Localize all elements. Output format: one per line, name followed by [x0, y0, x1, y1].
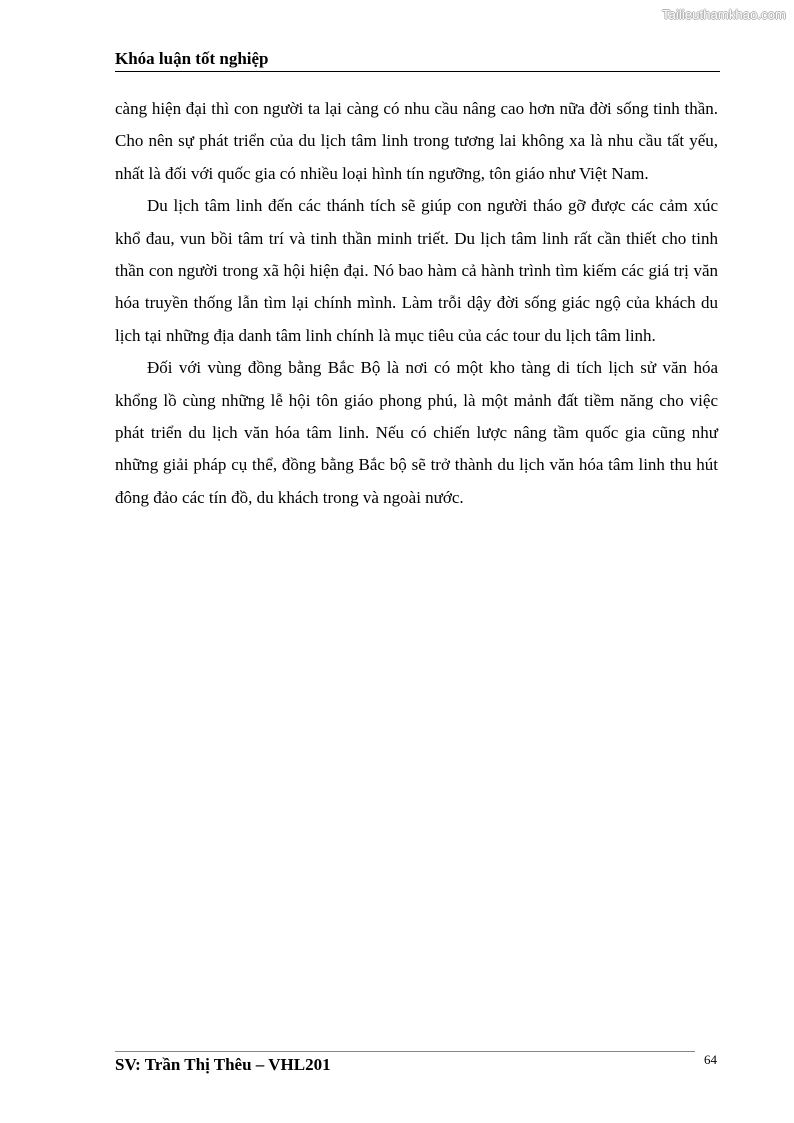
paragraph: Đối với vùng đồng bằng Bắc Bộ là nơi có một kho tàng di tích lịch sử văn hóa khổng lồ cùng những lễ hội tôn giáo phong phú, là một mảnh đất tiềm năng cho việc phát triển du lịch văn hóa tâm linh. Nếu có chiến lược nâng tầm quốc gia cũng như những giải pháp cụ thể, đồng bằng Bắc bộ sẽ trở thành du lịch văn hóa tâm linh thu hút đông đảo các tín đồ, du khách trong và ngoài nước.	[115, 358, 718, 507]
footer-author: SV: Trần Thị Thêu – VHL201	[115, 1055, 331, 1074]
running-header-title: Khóa luận tốt nghiệp	[115, 49, 269, 68]
footer-divider	[115, 1051, 695, 1052]
paragraph: Du lịch tâm linh đến các thánh tích sẽ giúp con người tháo gỡ được các cảm xúc khổ đau, vun bồi tâm trí và tinh thần minh triết. Du lịch tâm linh rất cần thiết cho tinh thần con người trong xã hội hiện đại. Nó bao hàm cả hành trình tìm kiếm các giá trị văn hóa truyền thống lẫn tìm lại chính mình. Làm trỗi dậy đời sống giác ngộ của khách du lịch tại những địa danh tâm linh chính là mục tiêu của các tour du lịch tâm linh.	[115, 196, 718, 345]
page-number: 64	[704, 1052, 717, 1067]
header-divider	[115, 71, 720, 72]
paragraph-continuation: càng hiện đại thì con người ta lại càng có nhu cầu nâng cao hơn nữa đời sống tinh thần. Cho nên sự phát triển của du lịch tâm linh trong tương lai không xa là nhu cầu tất yếu, nhất là đối với quốc gia có nhiều loại hình tín ngưỡng, tôn giáo như Việt Nam.	[115, 99, 718, 183]
body-text	[115, 93, 718, 514]
watermark: Tailieuthamkhao.com	[661, 7, 786, 22]
